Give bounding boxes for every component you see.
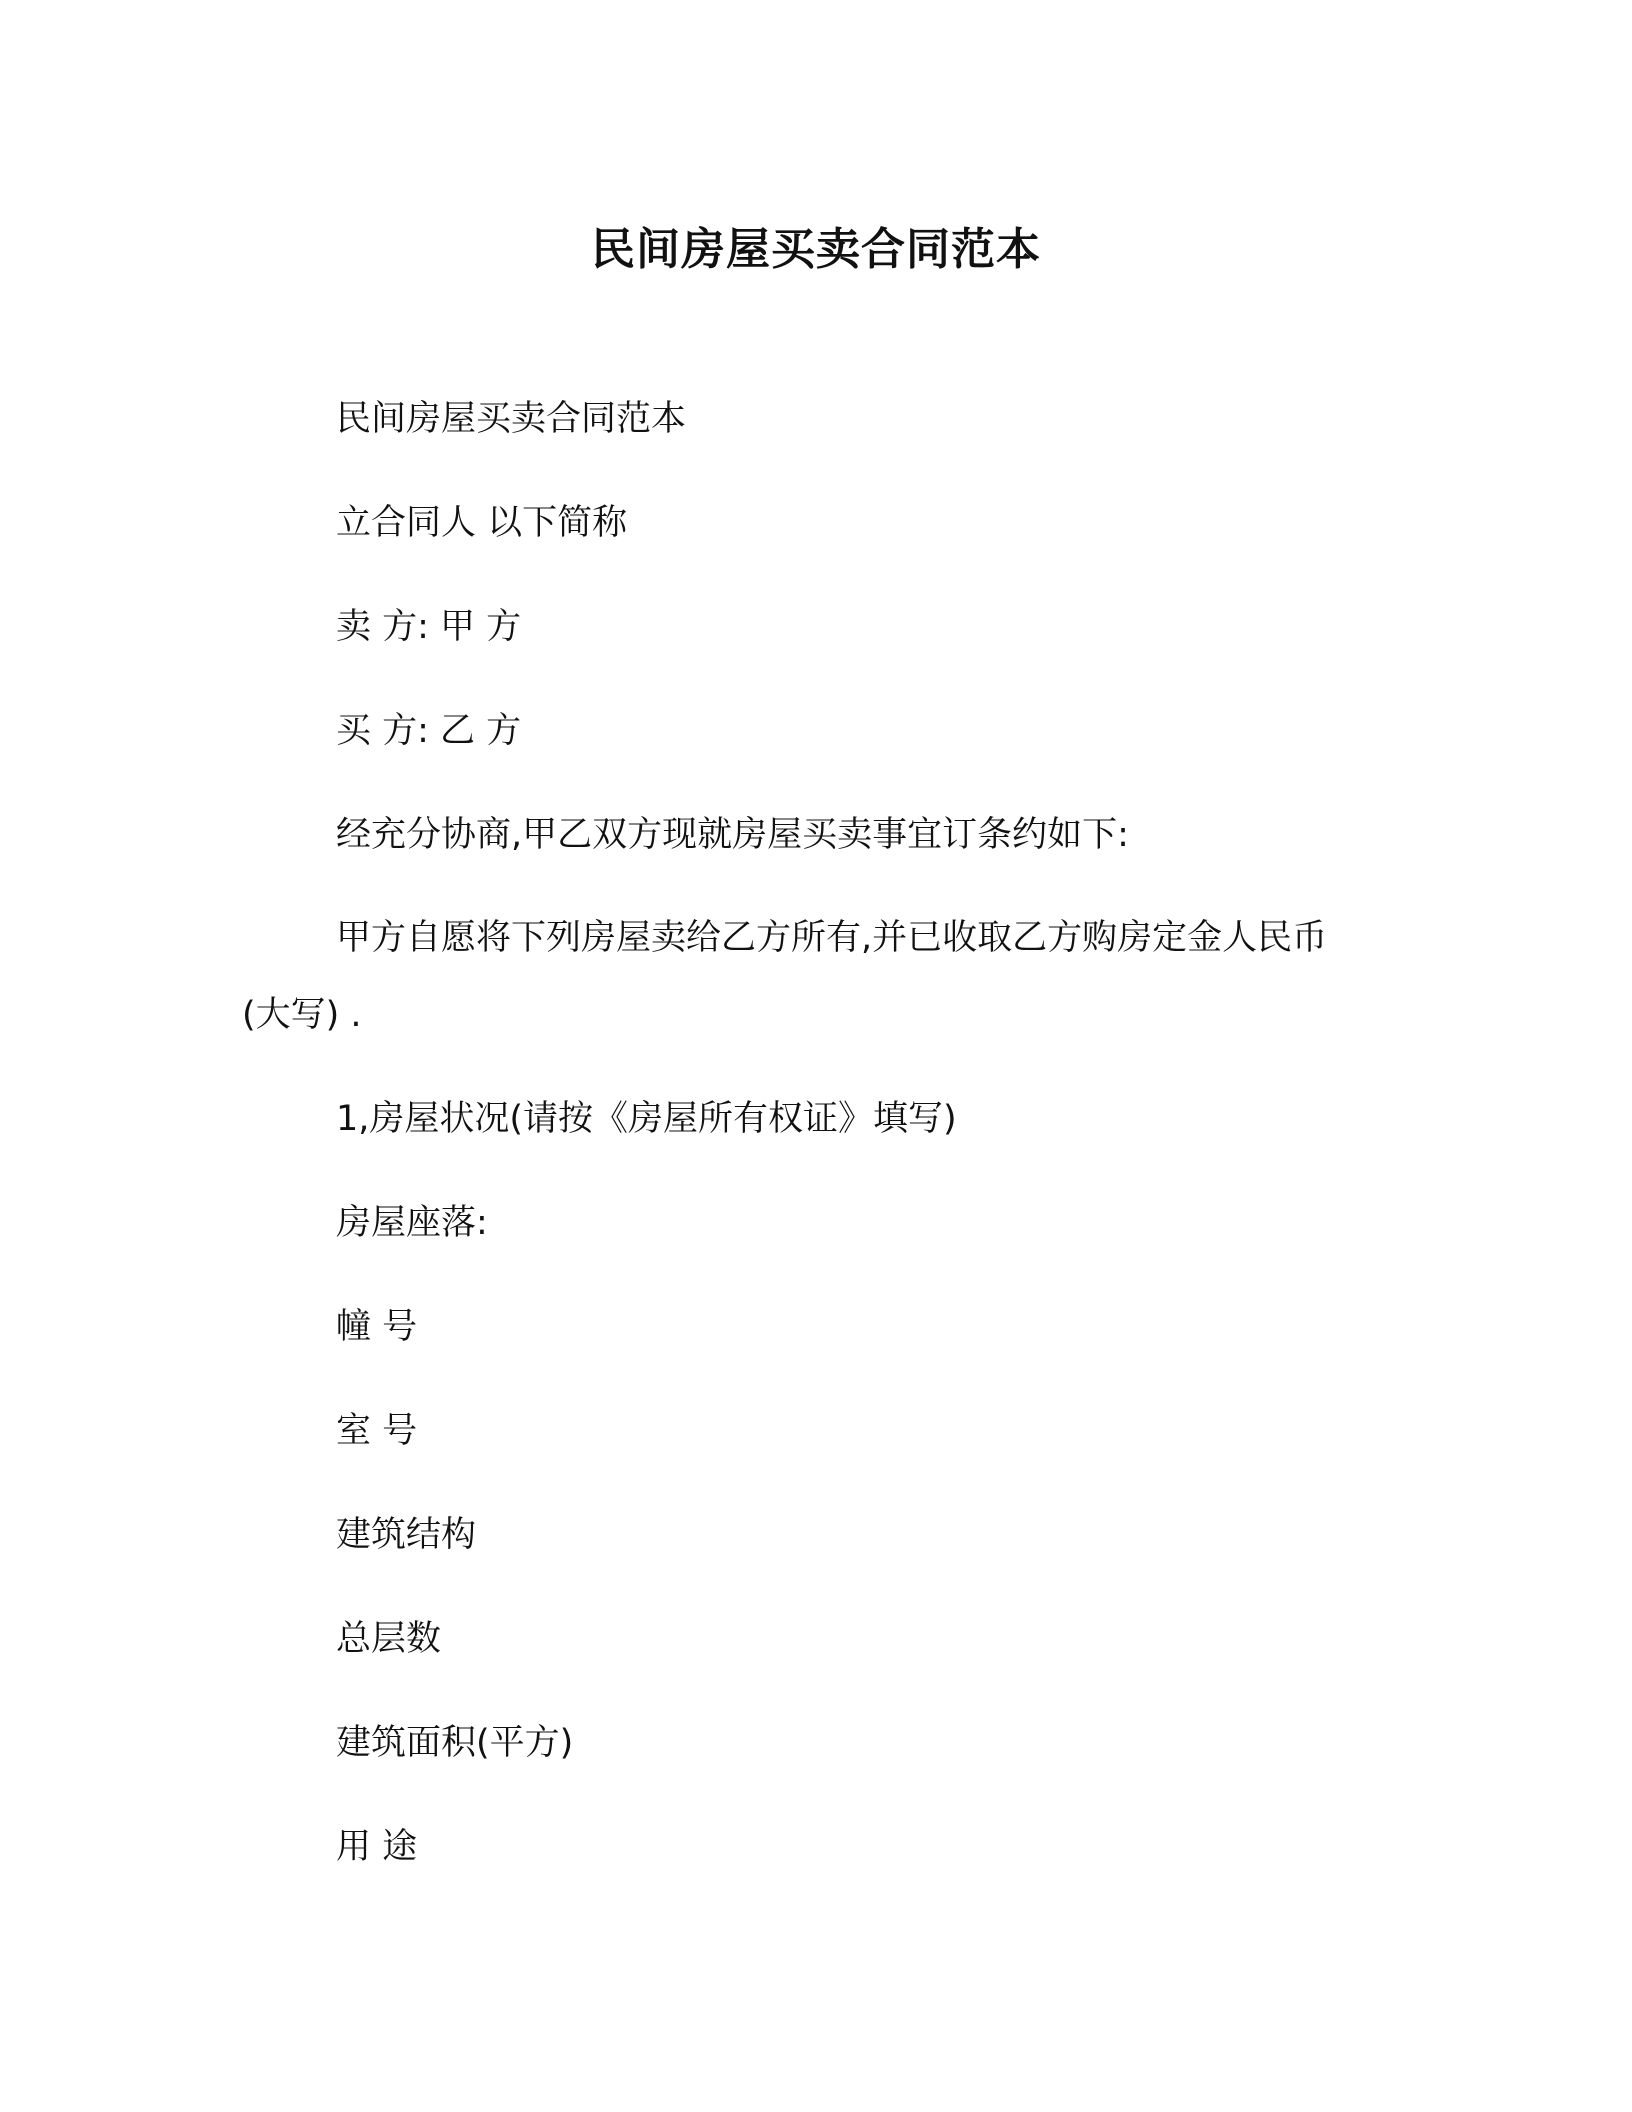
document-body xyxy=(242,394,1352,1926)
document-title: 民间房屋买卖合同范本 xyxy=(591,224,1041,275)
field-building-structure: 建筑结构 xyxy=(336,1515,477,1555)
paragraph-buyer: 买 方: 乙 方 xyxy=(336,711,522,751)
paragraph-subtitle: 民间房屋买卖合同范本 xyxy=(336,399,687,439)
field-house-location: 房屋座落: xyxy=(336,1203,488,1243)
paragraph-house-status: 1,房屋状况(请按《房屋所有权证》填写) xyxy=(336,1099,957,1139)
field-floor-area: 建筑面积(平方) xyxy=(336,1723,574,1763)
paragraph-seller: 卖 方: 甲 方 xyxy=(336,607,522,647)
field-total-floors: 总层数 xyxy=(336,1619,442,1659)
paragraph-parties-intro: 立合同人 以下简称 xyxy=(336,503,628,543)
paragraph-deposit: 甲方自愿将下列房屋卖给乙方所有,并已收取乙方购房定金人民币(大写) . xyxy=(242,918,1328,1035)
paragraph-agreement: 经充分协商,甲乙双方现就房屋买卖事宜订条约如下: xyxy=(336,815,1129,855)
field-building-number: 幢 号 xyxy=(336,1307,418,1347)
field-usage: 用 途 xyxy=(336,1827,418,1867)
field-room-number: 室 号 xyxy=(336,1411,418,1451)
